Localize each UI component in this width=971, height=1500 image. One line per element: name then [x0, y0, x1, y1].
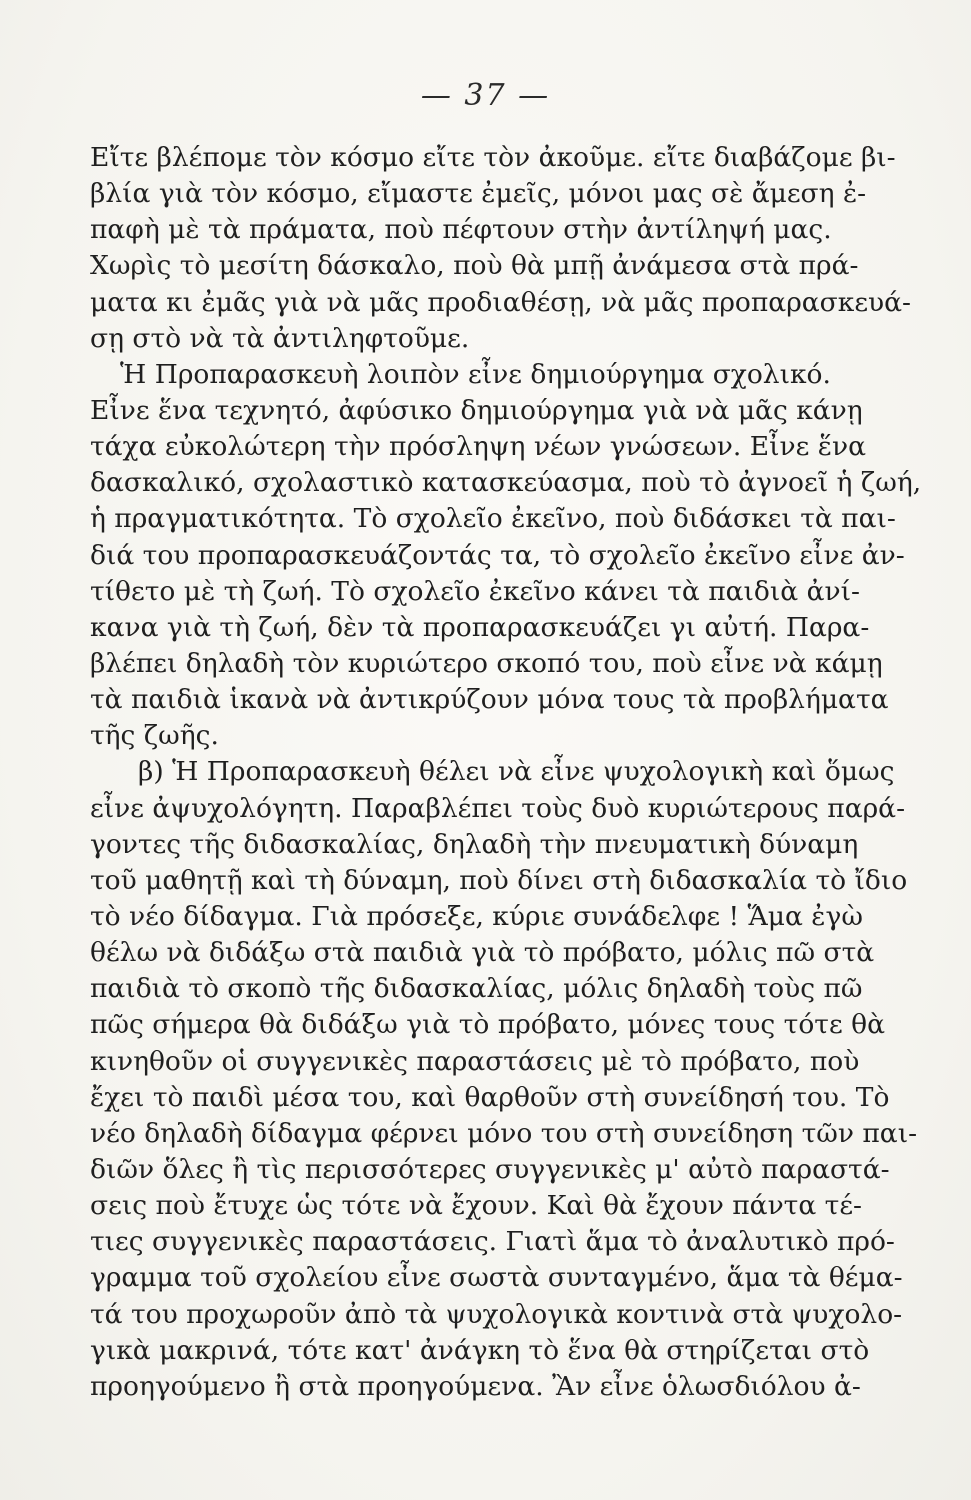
text-line: σεις ποὺ ἔτυχε ὡς τότε νὰ ἔχουν. Καὶ θὰ ἔχουν πάντα τέ- — [90, 1190, 863, 1222]
text-line: ἔχει τὸ παιδὶ μέσα του, καὶ θαρθοῦν στὴ συνείδησή του. Τὸ — [90, 1081, 890, 1113]
text-line: νέο δηλαδὴ δίδαγμα φέρνει μόνο του στὴ συνείδηση τῶν παι- — [90, 1117, 918, 1149]
text-line: παφὴ μὲ τὰ πράματα, ποὺ πέφτουν στὴν ἀντίληψή μας. — [90, 214, 832, 246]
text-line: τὸ νέο δίδαγμα. Γιὰ πρόσεξε, κύριε συνάδελφε ! Ἅμα ἐγὼ — [90, 900, 863, 932]
text-line: Εἶνε ἕνα τεχνητό, ἀφύσικο δημιούργημα γιὰ νὰ μᾶς κάνῃ — [90, 394, 863, 426]
text-line: δασκαλικό, σχολαστικὸ κατασκεύασμα, ποὺ τὸ ἀγνοεῖ ἡ ζωή, — [90, 467, 922, 499]
text-line: Χωρὶς τὸ μεσίτη δάσκαλο, ποὺ θὰ μπῇ ἀνάμεσα στὰ πρά- — [90, 250, 859, 282]
body-text — [90, 140, 922, 1405]
text-line: βλέπει δηλαδὴ τὸν κυριώτερο σκοπό του, ποὺ εἶνε νὰ κάμῃ — [90, 647, 883, 679]
text-line: ἡ πραγματικότητα. Τὸ σχολεῖο ἐκεῖνο, ποὺ διδάσκει τὰ παι- — [90, 503, 896, 535]
text-line: τά του προχωροῦν ἀπὸ τὰ ψυχολογικὰ κοντινὰ στὰ ψυχολο- — [90, 1298, 903, 1330]
page-number: — 37 — — [420, 78, 551, 113]
text-line: τιες συγγενικὲς παραστάσεις. Γιατὶ ἅμα τὸ ἀναλυτικὸ πρό- — [90, 1226, 895, 1258]
text-line: κινηθοῦν οἱ συγγενικὲς παραστάσεις μὲ τὸ πρόβατο, ποὺ — [90, 1045, 860, 1077]
text-line: βλία γιὰ τὸν κόσμο, εἴμαστε ἐμεῖς, μόνοι μας σὲ ἄμεση ἐ- — [90, 178, 867, 210]
text-line: θέλω νὰ διδάξω στὰ παιδιὰ γιὰ τὸ πρόβατο, μόλις πῶ στὰ — [90, 937, 875, 969]
text-line: τίθετο μὲ τὴ ζωή. Τὸ σχολεῖο ἐκεῖνο κάνει τὰ παιδιὰ ἀνί- — [90, 575, 860, 607]
text-line: τοῦ μαθητῇ καὶ τὴ δύναμη, ποὺ δίνει στὴ διδασκαλία τὸ ἴδιο — [90, 864, 908, 896]
text-line: Ἡ Προπαρασκευὴ λοιπὸν εἶνε δημιούργημα σχολικό. — [120, 358, 831, 390]
text-line: παιδιὰ τὸ σκοπὸ τῆς διδασκαλίας, μόλις δηλαδὴ τοὺς πῶ — [90, 973, 863, 1005]
text-line: τάχα εὐκολώτερη τὴν πρόσληψη νέων γνώσεων. Εἶνε ἕνα — [90, 431, 866, 463]
text-line: γικὰ μακρινά, τότε κατ' ἀνάγκη τὸ ἕνα θὰ στηρίζεται στὸ — [90, 1334, 870, 1366]
text-line: διά του προπαρασκευάζοντάς τα, τὸ σχολεῖο ἐκεῖνο εἶνε ἀν- — [90, 539, 905, 571]
text-line: προηγούμενο ἢ στὰ προηγούμενα. Ἂν εἶνε ὁλωσδιόλου ἀ- — [90, 1370, 861, 1402]
text-line: διῶν ὅλες ἢ τὶς περισσότερες συγγενικὲς μ' αὐτὸ παραστά- — [90, 1153, 890, 1185]
text-line: πῶς σήμερα θὰ διδάξω γιὰ τὸ πρόβατο, μόνες τους τότε θὰ — [90, 1009, 885, 1041]
text-line: Εἴτε βλέπομε τὸν κόσμο εἴτε τὸν ἀκοῦμε. εἴτε διαβάζομε βι- — [90, 142, 896, 173]
text-line: κανα γιὰ τὴ ζωή, δὲν τὰ προπαρασκευάζει γι αὐτή. Παρα- — [90, 611, 870, 643]
text-line: γοντες τῆς διδασκαλίας, δηλαδὴ τὴν πνευματικὴ δύναμη — [90, 828, 859, 860]
text-line: β) Ἡ Προπαρασκευὴ θέλει νὰ εἶνε ψυχολογικὴ καὶ ὅμως — [138, 756, 895, 788]
text-line: τὰ παιδιὰ ἱκανὰ νὰ ἀντικρύζουν μόνα τους τὰ προβλήματα — [90, 684, 889, 716]
text-line: γραμμα τοῦ σχολείου εἶνε σωστὰ συνταγμένο, ἅμα τὰ θέμα- — [90, 1262, 903, 1294]
text-line: τῆς ζωῆς. — [90, 720, 219, 752]
text-line: σῃ στὸ νὰ τὰ ἀντιληφτοῦμε. — [90, 322, 470, 354]
text-line: ματα κι ἐμᾶς γιὰ νὰ μᾶς προδιαθέσῃ, νὰ μᾶς προπαρασκευά- — [90, 286, 912, 318]
text-line: εἶνε ἀψυχολόγητη. Παραβλέπει τοὺς δυὸ κυριώτερους παρά- — [90, 792, 906, 824]
